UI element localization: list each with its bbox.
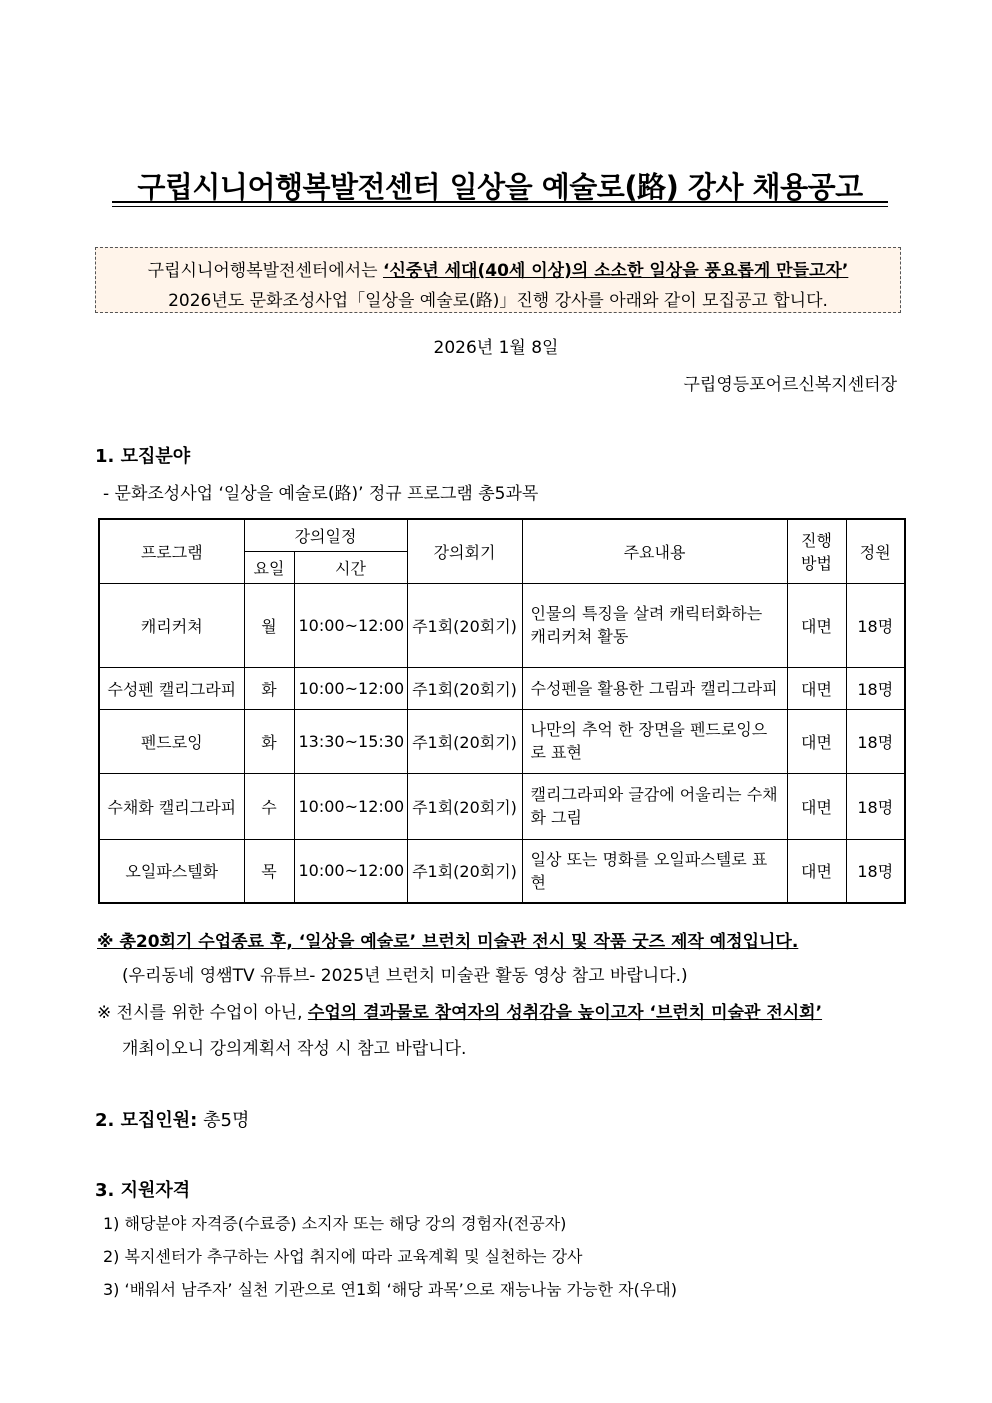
cell-day: 화 (244, 667, 294, 709)
cell-capacity: 18명 (846, 667, 905, 709)
table-row (99, 839, 905, 903)
cell-method: 대면 (787, 667, 846, 709)
note-purpose-emphasis: 수업의 결과물로 참여자의 성취감을 높이고자 ‘브런치 미술관 전시회’ (307, 1003, 823, 1023)
table-row (99, 583, 905, 667)
intro-line-2: 2026년도 문화조성사업「일상을 예술로(路)」진행 강사를 아래와 같이 모집공고 합니다. (168, 291, 828, 311)
section-2-label: 2. 모집인원: (95, 1110, 198, 1131)
cell-capacity: 18명 (846, 773, 905, 839)
header-method-line1: 진행 (801, 531, 832, 551)
cell-sessions: 주1회(20회기) (407, 709, 522, 773)
cell-content: 인물의 특징을 살려 캐릭터화하는 캐리커쳐 활동 (522, 583, 787, 667)
cell-content: 일상 또는 명화를 오일파스텔로 표현 (522, 839, 787, 903)
note-exhibition-reference: (우리동네 영쌤TV 유튜브- 2025년 브런치 미술관 활동 영상 참고 바랍니다.) (122, 966, 688, 986)
cell-method: 대면 (787, 839, 846, 903)
cell-capacity: 18명 (846, 839, 905, 903)
header-sessions: 강의회기 (407, 519, 522, 583)
cell-sessions: 주1회(20회기) (407, 667, 522, 709)
intro-line-1-prefix: 구립시니어행복발전센터에서는 (147, 261, 383, 281)
header-day: 요일 (244, 551, 294, 583)
issuer-name: 구립영등포어르신복지센터장 (683, 375, 897, 395)
note-exhibition: ※ 총20회기 수업종료 후, ‘일상을 예술로’ 브런치 미술관 전시 및 작품 굿즈 제작 예정입니다. (97, 932, 799, 952)
cell-program: 오일파스텔화 (99, 839, 244, 903)
cell-method: 대면 (787, 773, 846, 839)
section-2-value: 총5명 (197, 1110, 250, 1131)
cell-day: 목 (244, 839, 294, 903)
table-row (99, 667, 905, 709)
note-purpose-prefix: ※ 전시를 위한 수업이 아닌, (97, 1003, 308, 1023)
cell-time: 10:00~12:00 (294, 839, 407, 903)
qualification-item: 2) 복지센터가 추구하는 사업 취지에 따라 교육계획 및 실천하는 강사 (103, 1247, 583, 1266)
cell-program: 캐리커쳐 (99, 583, 244, 667)
header-capacity: 정원 (846, 519, 905, 583)
table-row (99, 773, 905, 839)
page-title: 구립시니어행복발전센터 일상을 예술로(路) 강사 채용공고 (137, 170, 863, 204)
title-underline (112, 201, 888, 203)
cell-program: 펜드로잉 (99, 709, 244, 773)
cell-day: 수 (244, 773, 294, 839)
program-table (98, 518, 906, 904)
intro-line-1 (96, 256, 900, 281)
cell-method: 대면 (787, 583, 846, 667)
cell-day: 월 (244, 583, 294, 667)
header-content: 주요내용 (522, 519, 787, 583)
cell-sessions: 주1회(20회기) (407, 583, 522, 667)
cell-method: 대면 (787, 709, 846, 773)
note-purpose-continued: 개최이오니 강의계획서 작성 시 참고 바랍니다. (122, 1039, 467, 1059)
table-row (99, 709, 905, 773)
header-program: 프로그램 (99, 519, 244, 583)
intro-box (95, 247, 901, 313)
cell-sessions: 주1회(20회기) (407, 773, 522, 839)
section-1-heading: 1. 모집분야 (95, 446, 191, 467)
header-method-line2: 방법 (801, 554, 832, 574)
header-schedule: 강의일정 (244, 519, 407, 551)
qualification-item: 1) 해당분야 자격증(수료증) 소지자 또는 해당 강의 경험자(전공자) (103, 1214, 567, 1233)
cell-content: 나만의 추억 한 장면을 펜드로잉으로 표현 (522, 709, 787, 773)
cell-content: 캘리그라피와 글감에 어울리는 수채화 그림 (522, 773, 787, 839)
header-method (787, 519, 846, 583)
cell-capacity: 18명 (846, 583, 905, 667)
cell-time: 13:30~15:30 (294, 709, 407, 773)
intro-line-1-emphasis: ‘신중년 세대(40세 이상)의 소소한 일상을 풍요롭게 만들고자’ (382, 261, 849, 281)
title-underline-thin (112, 206, 888, 207)
note-purpose (97, 998, 822, 1023)
header-time: 시간 (294, 551, 407, 583)
section-3-heading: 3. 지원자격 (95, 1180, 191, 1201)
section-2-heading (95, 1106, 249, 1132)
section-1-subline: - 문화조성사업 ‘일상을 예술로(路)’ 정규 프로그램 총5과목 (103, 484, 539, 504)
cell-time: 10:00~12:00 (294, 583, 407, 667)
cell-time: 10:00~12:00 (294, 773, 407, 839)
notice-date: 2026년 1월 8일 (433, 338, 559, 358)
cell-program: 수성펜 캘리그라피 (99, 667, 244, 709)
cell-capacity: 18명 (846, 709, 905, 773)
cell-sessions: 주1회(20회기) (407, 839, 522, 903)
cell-program: 수채화 캘리그라피 (99, 773, 244, 839)
cell-content: 수성펜을 활용한 그림과 캘리그라피 (522, 667, 787, 709)
cell-time: 10:00~12:00 (294, 667, 407, 709)
qualification-item: 3) ‘배워서 남주자’ 실천 기관으로 연1회 ‘해당 과목’으로 재능나눔 가능한 자(우대) (103, 1280, 677, 1299)
cell-day: 화 (244, 709, 294, 773)
